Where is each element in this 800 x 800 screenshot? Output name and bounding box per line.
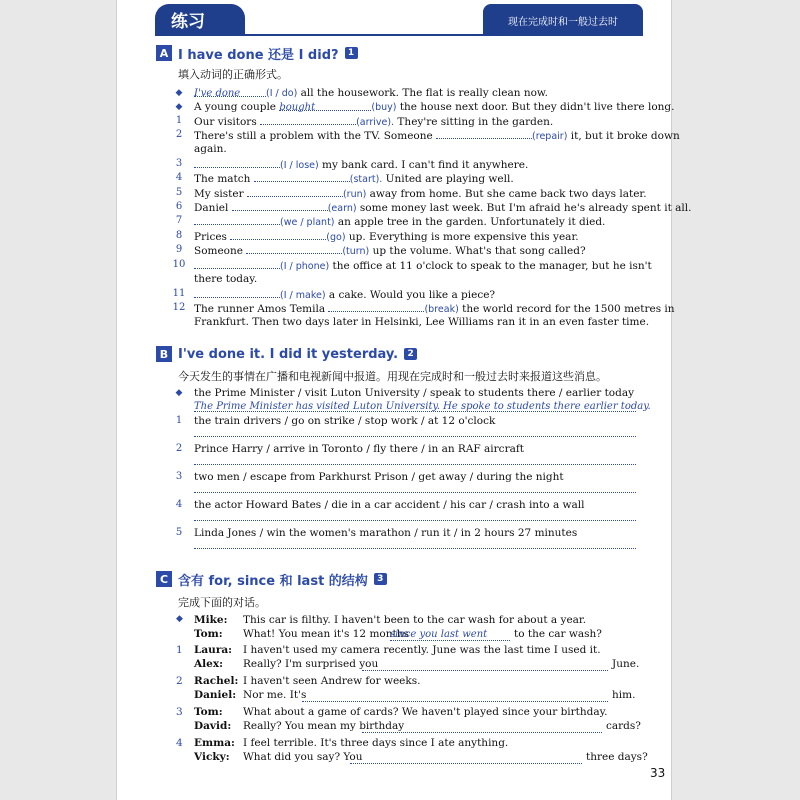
answer-blank[interactable]	[328, 301, 424, 312]
section-title: 含有 for, since 和 last 的结构	[178, 573, 368, 589]
speaker-name: Mike:	[194, 614, 228, 626]
item-number: 4	[175, 499, 183, 510]
dialogue-number: 3	[176, 706, 183, 718]
row-text	[194, 86, 548, 101]
answer-line[interactable]	[194, 548, 636, 549]
section-letter: C	[156, 571, 172, 587]
speaker-name: Tom:	[194, 628, 223, 640]
verb-hint: (arrive).	[356, 117, 395, 128]
sentence-text: a cake. Would you like a piece?	[328, 289, 496, 301]
item-number: 1	[175, 415, 183, 426]
section-c-instruction: 完成下面的对话。	[178, 596, 266, 609]
row-text	[194, 142, 227, 156]
prompt-text: Daniel	[194, 202, 229, 214]
row-number: 6	[175, 201, 183, 212]
unit-badge: 3	[374, 573, 387, 585]
sentence-text: They're sitting in the garden.	[397, 116, 554, 128]
dialogue-end: three days?	[586, 751, 648, 763]
section-c-heading	[156, 569, 387, 589]
diamond-icon: ◆	[175, 88, 183, 98]
news-prompt: two men / escape from Parkhurst Prison / get away / during the night	[194, 471, 564, 483]
row-number: 9	[175, 244, 183, 255]
sentence-text: up. Everything is more expensive this year.	[348, 231, 579, 243]
unit-badge: 1	[345, 47, 358, 59]
answer-blank[interactable]	[254, 171, 350, 182]
filled-answer: since you last went	[390, 629, 488, 640]
diamond-icon: ◆	[175, 102, 183, 112]
page-title: 练习	[155, 4, 245, 34]
row-text	[194, 214, 605, 230]
sentence-text: the house next door. But they didn't live there long.	[399, 101, 675, 113]
answer-blank[interactable]	[232, 200, 328, 211]
dialogue-line: I haven't used my camera recently. June was the last time I used it.	[243, 644, 601, 656]
section-title: I have done 还是 I did?	[178, 47, 339, 63]
row-text	[194, 100, 674, 115]
answer-line[interactable]	[194, 492, 636, 493]
speaker-name: Laura:	[194, 644, 233, 656]
verb-hint: (break)	[424, 304, 459, 315]
verb-hint: (run)	[342, 189, 367, 200]
prompt-text: My sister	[194, 188, 244, 200]
speaker-name: David:	[194, 720, 232, 732]
prompt-text: Our visitors	[194, 116, 257, 128]
answer-blank[interactable]	[194, 157, 280, 168]
speaker-name: Emma:	[194, 737, 235, 749]
sentence-text: an apple tree in the garden. Unfortunately it died.	[337, 216, 606, 228]
answer-blank[interactable]	[194, 287, 280, 298]
prompt-text: There's still a problem with the TV. Someone	[194, 130, 433, 142]
filled-answer: bought	[279, 102, 316, 113]
answer-blank[interactable]	[362, 658, 608, 671]
prompt-text: A young couple	[194, 101, 277, 113]
verb-hint: (buy)	[371, 102, 397, 113]
section-b-heading	[156, 344, 417, 364]
sentence-text: United are playing well.	[385, 173, 514, 185]
verb-hint: (start).	[349, 174, 383, 185]
answer-blank[interactable]	[246, 243, 342, 254]
verb-hint: (we / plant)	[280, 217, 335, 228]
example-answer: The Prime Minister has visited Luton University. He spoke to students there earlier today.	[194, 401, 651, 412]
dialogue-end: June.	[612, 658, 640, 670]
dialogue-number: 2	[176, 675, 183, 687]
answer-blank[interactable]	[302, 689, 608, 702]
row-text	[194, 272, 257, 286]
row-number: 12	[172, 302, 186, 313]
dialogue-number: 1	[176, 644, 183, 656]
speaker-name: Daniel:	[194, 689, 237, 701]
sentence-text: up the volume. What's that song called?	[372, 245, 586, 257]
sentence-text: the office at 11 o'clock to speak to the manager, but he isn't	[332, 260, 652, 272]
row-text	[194, 243, 586, 259]
row-text	[194, 315, 649, 329]
answer-blank[interactable]	[260, 114, 356, 125]
answer-line[interactable]	[194, 464, 636, 465]
dialogue-number: 4	[176, 737, 183, 749]
verb-hint: (I / phone)	[280, 261, 330, 272]
row-text	[194, 171, 514, 187]
sentence-text: away from home. But she came back two days later.	[369, 188, 647, 200]
section-letter: A	[156, 45, 172, 61]
row-number: 3	[175, 158, 183, 169]
section-title: I've done it. I did it yesterday.	[178, 346, 399, 362]
speaker-name: Vicky:	[194, 751, 230, 763]
answer-line[interactable]	[194, 520, 636, 521]
dialogue-line: Nor me. It's	[243, 689, 307, 701]
answer-blank[interactable]	[362, 720, 602, 733]
page-number: 33	[650, 766, 666, 780]
verb-hint: (I / lose)	[280, 160, 319, 171]
dialogue-line: I haven't seen Andrew for weeks.	[243, 675, 421, 687]
news-prompt: the train drivers / go on strike / stop work / at 12 o'clock	[194, 415, 496, 427]
answer-blank[interactable]	[194, 86, 266, 97]
example-prompt: the Prime Minister / visit Luton University / speak to students there / earlier today	[194, 387, 635, 399]
item-number: 5	[175, 527, 183, 538]
verb-hint: (turn)	[342, 246, 370, 257]
news-prompt: the actor Howard Bates / die in a car accident / his car / crash into a wall	[194, 499, 585, 511]
row-number: 5	[175, 187, 183, 198]
row-number: 10	[172, 259, 186, 270]
answer-blank[interactable]	[436, 128, 532, 139]
row-number: 11	[172, 288, 186, 299]
dialogue-line: I feel terrible. It's three days since I ate anything.	[243, 737, 509, 749]
answer-line[interactable]	[194, 436, 636, 437]
prompt-text: Prices	[194, 231, 227, 243]
answer-blank[interactable]	[279, 100, 371, 111]
filled-answer: I've done	[194, 88, 241, 99]
header-bar	[117, 0, 673, 36]
dialogue-line: This car is filthy. I haven't been to the car wash for about a year.	[243, 614, 587, 626]
dialogue-line: Really? I'm surprised you	[243, 658, 379, 670]
speaker-name: Rachel:	[194, 675, 239, 687]
topic-tag: 现在完成时和一般过去时	[483, 4, 643, 34]
prompt-text: Someone	[194, 245, 243, 257]
row-number: 1	[175, 115, 183, 126]
speaker-name: Alex:	[194, 658, 223, 670]
speaker-name: Tom:	[194, 706, 223, 718]
answer-blank[interactable]	[194, 258, 280, 269]
prompt-text: there today.	[194, 273, 258, 285]
section-b-instruction: 今天发生的事情在广播和电视新闻中报道。用现在完成时和一般过去时来报道这些消息。	[178, 370, 607, 383]
verb-hint: (repair)	[532, 131, 568, 142]
prompt-text: Frankfurt. Then two days later in Helsinki, Lee Williams ran it in an even faster time.	[194, 316, 650, 328]
dialogue-line: What about a game of cards? We haven't played since your birthday.	[243, 706, 608, 718]
dialogue-line: Really? You mean my birthday	[243, 720, 405, 732]
header-rule	[155, 34, 643, 36]
prompt-text: again.	[194, 143, 227, 155]
verb-hint: (earn)	[327, 203, 357, 214]
news-prompt: Linda Jones / win the women's marathon / run it / in 2 hours 27 minutes	[194, 527, 578, 539]
row-number: 8	[175, 230, 183, 241]
row-number: 2	[175, 129, 183, 140]
row-text	[194, 258, 652, 274]
dialogue-line: What! You mean it's 12 months	[243, 628, 409, 640]
sentence-text: the world record for the 1500 metres in	[462, 303, 675, 315]
answer-blank[interactable]	[230, 229, 326, 240]
section-a-heading	[156, 43, 358, 63]
item-number: 3	[175, 471, 183, 482]
sentence-text: some money last week. But I'm afraid he's already spent it all.	[359, 202, 692, 214]
row-number: 4	[175, 172, 183, 183]
answer-blank[interactable]	[194, 214, 280, 225]
answer-blank[interactable]	[390, 628, 510, 641]
example-answer-line	[194, 411, 636, 412]
unit-badge: 2	[404, 348, 417, 360]
sentence-text: it, but it broke down	[570, 130, 680, 142]
dialogue-line: What did you say? You	[243, 751, 363, 763]
dialogue-end: cards?	[606, 720, 641, 732]
dialogue-end: him.	[612, 689, 636, 701]
sentence-text: my bank card. I can't find it anywhere.	[322, 159, 529, 171]
row-number: 7	[175, 215, 183, 226]
diamond-icon: ◆	[175, 388, 183, 398]
verb-hint: (I / make)	[280, 290, 326, 301]
prompt-text: The runner Amos Temila	[194, 303, 326, 315]
item-number: 2	[175, 443, 183, 454]
answer-blank[interactable]	[350, 751, 582, 764]
verb-hint: (I / do)	[266, 88, 298, 99]
news-prompt: Prince Harry / arrive in Toronto / fly there / in an RAF aircraft	[194, 443, 524, 455]
diamond-icon: ◆	[176, 614, 183, 624]
dialogue-end: to the car wash?	[514, 628, 602, 640]
section-letter: B	[156, 346, 172, 362]
verb-hint: (go)	[326, 232, 346, 243]
row-text	[194, 128, 680, 144]
answer-blank[interactable]	[247, 186, 343, 197]
prompt-text: The match	[194, 173, 251, 185]
sentence-text: all the housework. The flat is really clean now.	[300, 87, 548, 99]
section-a-instruction: 填入动词的正确形式。	[178, 68, 288, 81]
